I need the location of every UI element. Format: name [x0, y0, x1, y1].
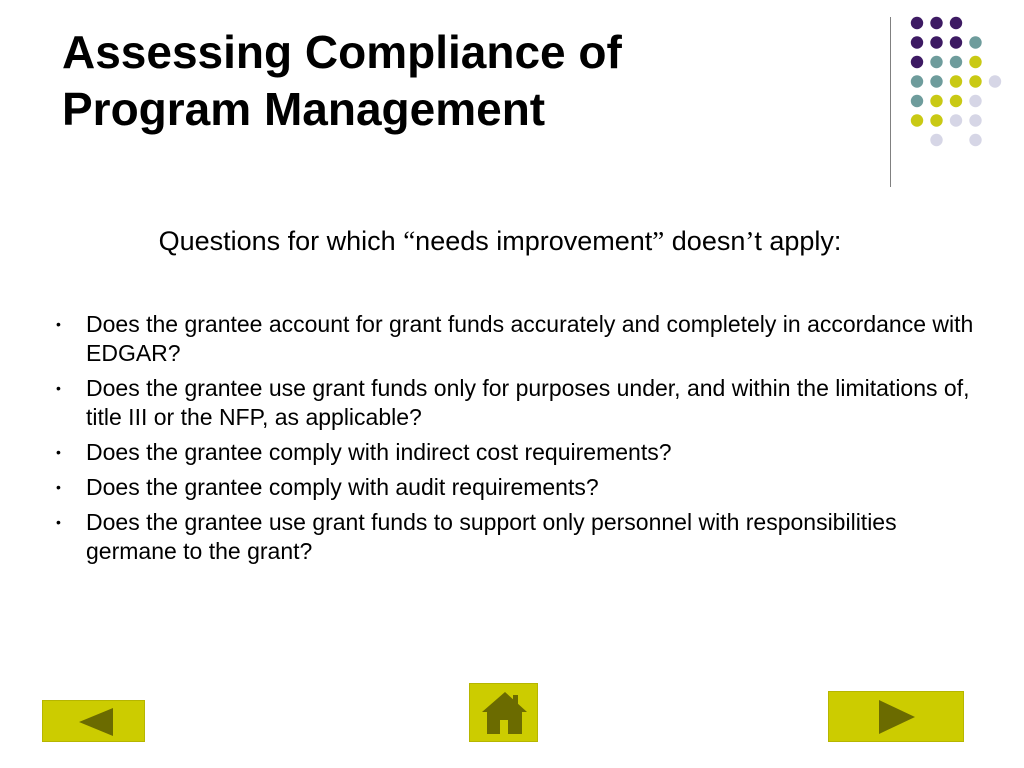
bullet-icon: • [56, 380, 61, 396]
decorative-dot [950, 36, 962, 48]
bullet-icon: • [56, 514, 61, 530]
list-item-text: Does the grantee use grant funds to support only personnel with responsibilities germane to the grant? [86, 509, 897, 564]
divider-line [890, 17, 891, 187]
subtitle-text-start: Questions for which [158, 226, 404, 256]
list-item-text: Does the grantee comply with audit requirements? [86, 474, 599, 500]
list-item [50, 438, 980, 467]
right-arrow-icon [829, 692, 965, 743]
decorative-dot [930, 134, 942, 146]
decorative-dot [911, 95, 923, 107]
decorative-dot [930, 56, 942, 68]
decorative-dot [930, 17, 942, 29]
decorative-dot [930, 36, 942, 48]
decorative-dot [969, 114, 981, 126]
list-item-text: Does the grantee comply with indirect cost requirements? [86, 439, 672, 465]
subtitle-apostrophe: ’ [745, 226, 755, 256]
slide-title [62, 24, 862, 138]
bullet-icon: • [56, 444, 61, 460]
decorative-dot [930, 114, 942, 126]
decorative-dot [911, 56, 923, 68]
bullet-icon: • [56, 479, 61, 495]
decorative-dot [930, 95, 942, 107]
question-list [50, 310, 980, 572]
bullet-icon: • [56, 316, 61, 332]
list-item [50, 508, 980, 566]
decorative-dot [950, 95, 962, 107]
slide-title-line-1: Assessing Compliance of [62, 26, 622, 78]
subtitle-quoted-text: needs improvement [415, 226, 653, 256]
next-slide-button[interactable] [828, 691, 964, 742]
decorative-dot [950, 17, 962, 29]
slide-subtitle [0, 223, 1000, 259]
decorative-dot [930, 75, 942, 87]
subtitle-open-quote: “ [403, 226, 416, 256]
decorative-dot [969, 36, 981, 48]
list-item-text: Does the grantee account for grant funds accurately and completely in accordance with EDGAR? [86, 311, 974, 366]
decorative-dot [911, 17, 923, 29]
previous-slide-button[interactable] [42, 700, 145, 742]
decorative-dot [911, 75, 923, 87]
subtitle-text-middle: doesn [664, 226, 746, 256]
decorative-dot [969, 134, 981, 146]
decorative-dot [969, 95, 981, 107]
list-item [50, 374, 980, 432]
home-icon [470, 684, 539, 743]
decorative-dot [950, 75, 962, 87]
list-item [50, 310, 980, 368]
list-item [50, 473, 980, 502]
decorative-dot [950, 114, 962, 126]
decorative-dot [911, 36, 923, 48]
slide-title-line-2: Program Management [62, 83, 546, 135]
decorative-dot [969, 56, 981, 68]
subtitle-text-end: t apply: [754, 226, 842, 256]
decorative-dot [969, 75, 981, 87]
decorative-dot [911, 114, 923, 126]
home-button[interactable] [469, 683, 538, 742]
list-item-text: Does the grantee use grant funds only for purposes under, and within the limitations of, title III or the NFP, as applicable? [86, 375, 970, 430]
left-arrow-icon [43, 701, 146, 743]
decorative-dot [950, 56, 962, 68]
subtitle-close-quote: ” [652, 226, 665, 256]
decorative-dot [989, 75, 1001, 87]
